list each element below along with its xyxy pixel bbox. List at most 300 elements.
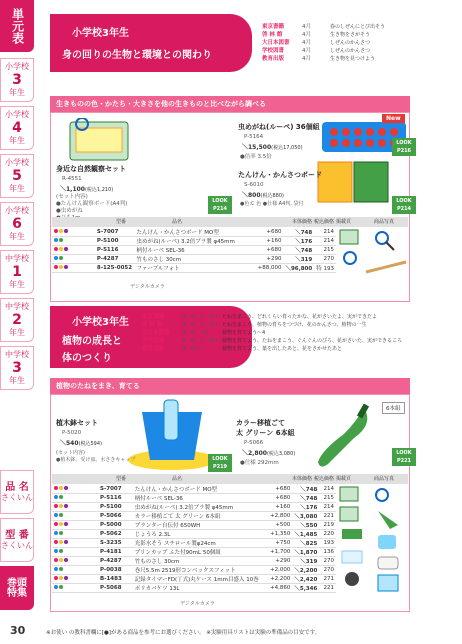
board-name: たんけん・かんさつボード (238, 171, 322, 179)
textbook-dot-icon (59, 558, 63, 562)
loupe-set-note: ●倍率 3.5倍 (240, 154, 272, 160)
kit-price-value: ＼1,100 (60, 186, 85, 193)
textbook-dot-icon (54, 522, 58, 526)
unit2-grade: 小学校3年生 (72, 317, 129, 328)
row-page: 219 (319, 521, 336, 530)
row-page: 214 (319, 503, 336, 512)
table2-header-name: 品名 (172, 476, 183, 482)
table1 (52, 228, 336, 273)
row-page: 215 (314, 246, 336, 255)
textbook-dot-icon (59, 531, 63, 535)
unit2-schedule (140, 312, 410, 352)
schedule-row (260, 30, 410, 38)
product-note: (セット内容) (56, 194, 88, 200)
row-tax-price: ＼2,420 (292, 575, 319, 584)
row-name: ファーブルフォト (135, 264, 256, 273)
textbook-dot-icon (54, 549, 58, 553)
table1-footer: デジタルカメラ (130, 284, 165, 290)
row-dots (52, 530, 98, 539)
schedule-month: 4月 (302, 32, 311, 38)
row-tax-price: ＼176 (283, 237, 314, 246)
kit-price-tax: (税込1,210) (84, 187, 114, 193)
textbook-dot-icon (59, 495, 63, 499)
table-row (52, 530, 336, 539)
table-row (52, 584, 336, 593)
sidebar-grade-school: 小学校 (5, 158, 29, 167)
schedule-publisher: 大日本図書 (262, 40, 290, 46)
row-tax-price: ＼748 (283, 228, 314, 237)
sidebar-grade-school: 小学校 (5, 206, 29, 215)
schedule-row (260, 54, 410, 62)
product-note: ●虫めがね (56, 208, 83, 214)
row-price: +680 (266, 494, 293, 503)
schedule-topic: 春のしぜんにとび出そう (330, 23, 386, 30)
schedule-topic: 植物を育てよう、たねをまこう、ぐんぐんのびろ、花がさいた、実ができるころ (222, 337, 403, 344)
table2-header (52, 474, 408, 484)
row-page: 221 (319, 584, 336, 593)
row-price: +160 (256, 237, 284, 246)
textbook-dot-icon (59, 238, 63, 242)
sidebar-top-label: 単元表 (10, 8, 25, 44)
pot-notes (56, 450, 135, 464)
row-name: 虫めがね(ルーペ) 3.2倍ブラ製 φ45mm (133, 503, 266, 512)
textbook-dot-icon (54, 585, 58, 589)
row-price: +2,000 (266, 566, 293, 575)
schedule-publisher: 大日本図書 (142, 330, 170, 336)
sidebar-grade-suffix: 年生 (9, 184, 25, 193)
row-tax-price: ＼1,870 (292, 548, 319, 557)
row-code: P-5068 (98, 584, 133, 593)
sidebar-grade-0[interactable] (0, 58, 34, 102)
sidebar-index-title: 型 番 (5, 529, 29, 541)
row-code: P-5000 (98, 521, 133, 530)
row-dots (52, 557, 98, 566)
unit1-band (50, 14, 252, 72)
textbook-dot-icon (64, 522, 68, 526)
row-name: 巻尺5.5m 2519形コンベックスフィット (133, 566, 266, 575)
board-code: S-6010 (244, 182, 264, 188)
row-code: S-7007 (95, 228, 135, 237)
row-dots (52, 494, 98, 503)
sidebar-grade-6[interactable] (0, 346, 34, 390)
table-row (52, 494, 336, 503)
row-dots (52, 566, 98, 575)
table2-header-price: 本体価格 (292, 476, 313, 482)
table1-header-price: 本体価格 (292, 219, 313, 225)
kit-look-tag[interactable]: LOOK P214 (208, 196, 232, 214)
row-page: 214 (314, 237, 336, 246)
sidebar-index-title: 巻頭 (7, 577, 27, 589)
schedule-row (140, 336, 410, 344)
sidebar-grade-school: 小学校 (5, 62, 29, 71)
row-dots (52, 237, 95, 246)
row-price: +4,860 (266, 584, 293, 593)
row-tax-price: ＼319 (292, 557, 319, 566)
textbook-dot-icon (54, 256, 58, 260)
page-number: 30 (10, 624, 26, 637)
trowel-name-2: 太 グリーン 6本組 (236, 429, 295, 437)
table-row (52, 575, 336, 584)
trowel-image (314, 404, 376, 474)
sidebar-grade-4[interactable] (0, 250, 34, 294)
textbook-dot-icon (54, 504, 58, 508)
textbook-dot-icon (59, 522, 63, 526)
board-note: ●色:C 色 ●仕様 A4判, 袋付 (240, 201, 304, 207)
row-tax-price: ＼825 (292, 539, 319, 548)
table1-header-photo: 商品写真 (374, 219, 395, 225)
row-dots (52, 246, 95, 255)
kit-name: 身近な自然観察セット (56, 165, 126, 173)
row-page: 193 (319, 539, 336, 548)
pot-price (60, 438, 102, 447)
schedule-month: 4、6、7、9月 (182, 322, 218, 328)
board-price-tax: (税込880) (260, 193, 284, 199)
textbook-dot-icon (54, 247, 58, 251)
trowel-set-badge: 6本組 (382, 402, 405, 414)
textbook-dot-icon (59, 585, 63, 589)
table-row (52, 521, 336, 530)
flower-pot-image (124, 398, 218, 472)
schedule-row (140, 320, 410, 328)
trowel-price-tax: (税込3,080) (266, 451, 296, 457)
unit1-grade: 小学校3年生 (72, 28, 129, 39)
row-code: P-5116 (95, 246, 135, 255)
textbook-dot-icon (64, 247, 68, 251)
row-name: カラー移植ごて 太 グリーン 6本組 (133, 512, 266, 521)
table-row (52, 539, 336, 548)
pot-look-tag[interactable]: LOOK P219 (208, 454, 232, 472)
schedule-month: 4、9月 (182, 346, 200, 352)
row-code: P-5100 (95, 237, 135, 246)
row-tax-price: ＼5,346 (292, 584, 319, 593)
textbook-dot-icon (64, 265, 68, 269)
row-page: 215 (319, 494, 336, 503)
row-tax-price: ＼176 (292, 503, 319, 512)
table2-header-tax: 税込価格 (314, 476, 335, 482)
textbook-dot-icon (64, 576, 68, 580)
row-name: じょうろ 2.3L (133, 530, 266, 539)
sidebar-grade-1[interactable] (0, 106, 34, 150)
row-page: 136 (319, 548, 336, 557)
sidebar-index-subtitle: 特集 (7, 587, 27, 599)
row-name: 竹ものさし 30cm (135, 255, 256, 264)
loupe-set-look-tag[interactable]: LOOK P216 (392, 138, 416, 156)
trowel-look-tag[interactable]: LOOK P221 (392, 448, 416, 466)
row-code: P-5100 (98, 503, 133, 512)
table2-photos (338, 485, 408, 597)
row-dots (52, 584, 98, 593)
textbook-dot-icon (59, 256, 63, 260)
sidebar-grade-school: 小学校 (5, 110, 29, 119)
schedule-topic: 植物を育てよう〜4 (222, 329, 266, 336)
row-code: P-5062 (98, 530, 133, 539)
row-price: +88,000 (256, 264, 284, 273)
textbook-dot-icon (59, 265, 63, 269)
sidebar-index-subtitle: さくいん (1, 540, 33, 550)
schedule-row (260, 22, 410, 30)
schedule-publisher: 学校図書 (262, 48, 285, 54)
sidebar-index-0[interactable] (0, 470, 34, 514)
board-price (242, 190, 284, 199)
textbook-dot-icon (59, 513, 63, 517)
textbook-dot-icon (59, 486, 63, 490)
table-row (52, 246, 336, 255)
table2-footer: デジタルカメラ (180, 601, 215, 607)
textbook-dot-icon (64, 558, 68, 562)
row-price: +680 (256, 246, 284, 255)
product-note: ●たんけん観察ボード(A4判) (56, 201, 128, 207)
schedule-row (260, 46, 410, 54)
row-name: 虫めがね(ルーペ) 3.2倍ブラ製 φ45mm (135, 237, 256, 246)
row-name: ポリカバケツ 13L (133, 584, 266, 593)
schedule-topic: しぜんのかんさつ (330, 47, 371, 54)
pot-price-value: ＼540 (60, 440, 79, 447)
schedule-month: 4月 (302, 48, 311, 54)
textbook-dot-icon (59, 504, 63, 508)
schedule-publisher: 東京書籍 (262, 24, 285, 30)
trowel-note: ●仕様 292mm (240, 460, 279, 466)
table1-header-tax: 税込価格 (314, 219, 335, 225)
row-dots (52, 548, 98, 557)
schedule-month: 4、6、7月 (182, 330, 209, 336)
board-price-value: ＼800 (242, 192, 261, 199)
row-code: S-7007 (98, 485, 133, 494)
textbook-dot-icon (54, 558, 58, 562)
trowel-price-value: ＼2,800 (242, 450, 267, 457)
row-name: 竹ものさし 30cm (133, 557, 266, 566)
trowel-code: P-5066 (244, 440, 264, 446)
schedule-topic: たねをまこう、どれくらい育ったかな、花がさいたよ、実ができたよ (222, 313, 378, 320)
table1-header-code: 型番 (116, 219, 127, 225)
textbook-dot-icon (54, 513, 58, 517)
textbook-dot-icon (59, 576, 63, 580)
row-code: P-5116 (98, 494, 133, 503)
table2 (52, 485, 336, 593)
kit-code: R-4551 (62, 176, 82, 182)
row-tax-price: ＼319 (283, 255, 314, 264)
schedule-month: 4月 (302, 40, 311, 46)
sidebar-grade-number: 2 (12, 312, 22, 328)
row-page: 214 (314, 228, 336, 237)
loupe-set-price-tax: (税込17,050) (271, 145, 303, 151)
row-tax-price: ＼96,800 (283, 264, 314, 273)
textbook-dot-icon (64, 504, 68, 508)
table2-header-page: 掲載頁 (336, 476, 352, 482)
row-tax-price: ＼2,200 (292, 566, 319, 575)
sidebar-grade-number: 6 (12, 216, 22, 232)
row-tax-price: ＼748 (292, 494, 319, 503)
unit1-section-bar: 生きものの色・かたち・大きさを他の生きものと比べながら調べる (50, 96, 410, 112)
observation-kit-image (62, 118, 136, 162)
textbook-dot-icon (54, 238, 58, 242)
schedule-publisher: 教育出版 (262, 56, 285, 62)
row-name: 柄付ルーペ SEL-36 (135, 246, 256, 255)
table-row (52, 264, 336, 273)
pot-name: 植木鉢セット (56, 419, 98, 427)
schedule-publisher: 教育出版 (142, 346, 165, 352)
row-name: プランター自伝付 650WH (133, 521, 266, 530)
row-code: 8-125-0052 (95, 264, 135, 273)
row-page: 214 (319, 485, 336, 494)
board-look-tag[interactable]: LOOK P214 (392, 196, 416, 214)
textbook-dot-icon (54, 495, 58, 499)
row-price: +500 (266, 521, 293, 530)
schedule-row (140, 312, 410, 320)
row-dots (52, 255, 95, 264)
loupe-set-name: 虫めがね(ルーペ) 36個組 (238, 123, 320, 131)
textbook-dot-icon (54, 265, 58, 269)
trowel-price (242, 448, 295, 457)
row-price: +1,350 (266, 530, 293, 539)
table-row (52, 228, 336, 237)
textbook-dot-icon (59, 229, 63, 233)
row-page: 220 (319, 530, 336, 539)
row-tax-price: ＼1,485 (292, 530, 319, 539)
row-name: たんけん・かんさつボード MO型 (133, 485, 266, 494)
row-name: プリンカップ ふた付90mL 50個組 (133, 548, 266, 557)
textbook-dot-icon (54, 540, 58, 544)
row-page: 221 (319, 512, 336, 521)
table-row (52, 503, 336, 512)
row-page: 270 (319, 566, 336, 575)
row-price: +290 (266, 557, 293, 566)
row-code: P-4181 (98, 548, 133, 557)
sidebar-grade-number: 3 (12, 360, 22, 376)
table-row (52, 557, 336, 566)
schedule-publisher: 学校図書 (142, 338, 165, 344)
textbook-dot-icon (64, 540, 68, 544)
pot-code: P-5020 (62, 430, 82, 436)
loupe-set-price (242, 142, 303, 151)
sidebar-grade-number: 4 (12, 120, 22, 136)
table2-header-photo: 商品写真 (374, 476, 395, 482)
footer-note: ※お使い の教科書欄に[●]がある商品を参考にお選びください。 ※実験用具リストは実験の準備品の目安です。 (46, 630, 321, 636)
sidebar-grade-school: 中学校 (5, 350, 29, 359)
unit1-schedule (260, 22, 410, 62)
row-price: +1,700 (266, 548, 293, 557)
sidebar-grade-number: 1 (12, 264, 22, 280)
row-page: 特 193 (314, 264, 336, 273)
sidebar-grade-2[interactable] (0, 154, 34, 198)
textbook-dot-icon (54, 567, 58, 571)
sidebar-index-title: 品 名 (5, 481, 29, 493)
row-dots (52, 539, 98, 548)
board-image (316, 158, 390, 204)
textbook-dot-icon (59, 247, 63, 251)
unit2-title1: 植物の成長と (62, 336, 122, 347)
row-price: +160 (266, 503, 293, 512)
sidebar-top[interactable] (0, 0, 34, 52)
row-code: P-4287 (95, 255, 135, 264)
textbook-dot-icon (59, 540, 63, 544)
sidebar-index-subtitle: さくいん (1, 492, 33, 502)
textbook-dot-icon (64, 486, 68, 490)
pot-price-tax: (税込594) (78, 441, 102, 447)
table-row (52, 512, 336, 521)
row-tax-price: ＼3,080 (292, 512, 319, 521)
sidebar-index-2[interactable] (0, 566, 34, 610)
table-row (52, 237, 336, 246)
sidebar-grade-suffix: 年生 (9, 232, 25, 241)
row-dots (52, 264, 95, 273)
textbook-dot-icon (54, 486, 58, 490)
trowel-name: カラー移植ごて (236, 419, 285, 427)
sidebar-grade-suffix: 年生 (9, 280, 25, 289)
row-code: P-5066 (98, 512, 133, 521)
textbook-dot-icon (54, 531, 58, 535)
schedule-topic: 植物を育てよう、葉を出したあと、花をさかせたあと (222, 345, 343, 352)
schedule-month: 5、6、7、9月 (182, 338, 218, 344)
schedule-month: 4、6、7、9月 (182, 314, 218, 320)
sidebar-grade-number: 5 (12, 168, 22, 184)
textbook-dot-icon (59, 549, 63, 553)
schedule-topic: 生き物を見つけよう (330, 55, 376, 62)
row-price: +2,200 (266, 575, 293, 584)
table-row (52, 566, 336, 575)
row-page: 270 (314, 255, 336, 264)
row-dots (52, 503, 98, 512)
row-dots (52, 228, 95, 237)
sidebar-index-1[interactable] (0, 518, 34, 562)
unit1-title: 身の回りの生物と環境との関わり (62, 50, 212, 61)
row-price: +680 (266, 485, 293, 494)
schedule-topic: しぜんのかんさつ (330, 39, 371, 46)
row-code: B-1483 (98, 575, 133, 584)
sidebar-grade-3[interactable] (0, 202, 34, 246)
kit-price (60, 184, 113, 193)
textbook-dot-icon (54, 229, 58, 233)
textbook-dot-icon (59, 567, 63, 571)
schedule-row (140, 328, 410, 336)
row-dots (52, 575, 98, 584)
table1-header (52, 217, 408, 227)
row-name: 柄付ルーペ SEL-36 (133, 494, 266, 503)
row-tax-price: ＼748 (292, 485, 319, 494)
row-price: +680 (256, 228, 284, 237)
unit2-title2: 体のつくり (62, 353, 112, 364)
textbook-dot-icon (64, 229, 68, 233)
row-tax-price: ＼748 (283, 246, 314, 255)
table-row (52, 255, 336, 264)
row-price: +2,800 (266, 512, 293, 521)
schedule-topic: たねをまこう、植物の育ちをつづけ、花のかんさつ、植物の一生 (222, 321, 367, 328)
row-dots (52, 512, 98, 521)
row-code: S-3235 (98, 539, 133, 548)
row-dots (52, 521, 98, 530)
row-page: 270 (319, 557, 336, 566)
product-note: (セット内容) (56, 450, 85, 456)
schedule-month: 4月 (302, 56, 311, 62)
sidebar-grade-suffix: 年生 (9, 88, 25, 97)
loupe-set-price-value: ＼15,500 (242, 144, 272, 151)
row-name: たんけん・かんさつボード MO型 (135, 228, 256, 237)
sidebar-grade-number: 3 (12, 72, 22, 88)
sidebar-grade-5[interactable] (0, 298, 34, 342)
row-dots (52, 485, 98, 494)
schedule-publisher: 啓 林 館 (262, 32, 283, 38)
row-tax-price: ＼550 (292, 521, 319, 530)
table1-photos (338, 228, 408, 280)
schedule-month: 4月 (302, 24, 311, 30)
schedule-publisher: 東京書籍 (142, 314, 165, 320)
row-price: +290 (256, 255, 284, 264)
row-page: 271 (319, 575, 336, 584)
new-badge: New (382, 114, 405, 123)
sidebar-grade-school: 中学校 (5, 302, 29, 311)
row-price: +750 (266, 539, 293, 548)
sidebar-grade-suffix: 年生 (9, 376, 25, 385)
row-code: P-0038 (98, 566, 133, 575)
